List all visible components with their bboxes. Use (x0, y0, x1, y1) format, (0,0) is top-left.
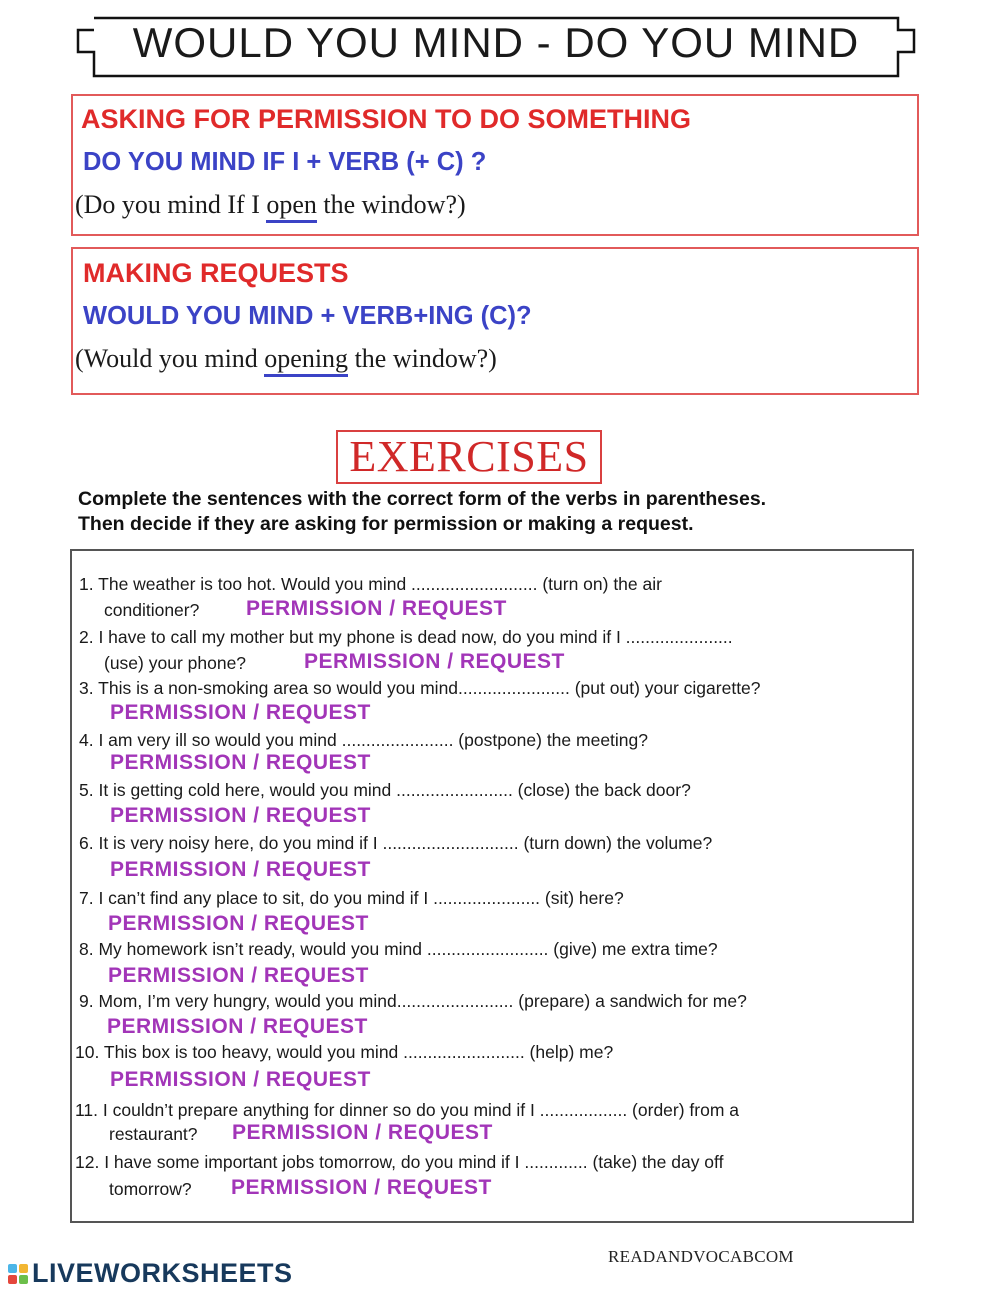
permission-formula: DO YOU MIND IF I + VERB (+ C) ? (83, 148, 487, 176)
exercise-7-options[interactable]: PERMISSION / REQUEST (108, 912, 369, 935)
exercise-7-text: 7. I can’t find any place to sit, do you mind if I ...................... (sit) here? (79, 888, 624, 908)
exercise-1-options[interactable]: PERMISSION / REQUEST (246, 597, 507, 620)
exercise-11-text-cont: restaurant? (109, 1124, 198, 1144)
title-banner (74, 14, 918, 82)
exercises-title: EXERCISES (336, 430, 602, 484)
example-verb: open (266, 190, 317, 223)
exercise-12-text: 12. I have some important jobs tomorrow, do you mind if I ............. (take) the day off (75, 1152, 724, 1172)
request-formula: WOULD YOU MIND + VERB+ING (C)? (83, 302, 532, 330)
page-title: WOULD YOU MIND - DO YOU MIND (132, 19, 860, 66)
example-text-before: (Would you mind (75, 344, 265, 373)
example-text-before: (Do you mind If I (75, 190, 267, 219)
exercise-9-text: 9. Mom, I’m very hungry, would you mind........................ (prepare) a sandwich for me? (79, 991, 747, 1011)
request-heading: MAKING REQUESTS (83, 258, 349, 288)
logo-text: LIVEWORKSHEETS (32, 1258, 293, 1288)
permission-example (75, 190, 466, 220)
exercise-box (70, 549, 914, 1223)
exercise-4-text: 4. I am very ill so would you mind ....................... (postpone) the meeting? (79, 730, 648, 750)
exercise-1-text: 1. The weather is too hot. Would you mind .......................... (turn on) the air (79, 574, 662, 594)
exercise-10-options[interactable]: PERMISSION / REQUEST (110, 1068, 371, 1091)
exercise-8-text: 8. My homework isn’t ready, would you mind ......................... (give) me extra time? (79, 939, 718, 959)
permission-box (71, 94, 919, 236)
exercise-10-text: 10. This box is too heavy, would you mind ......................... (help) me? (75, 1042, 614, 1062)
request-box (71, 247, 919, 395)
exercise-12-options[interactable]: PERMISSION / REQUEST (231, 1176, 492, 1199)
exercise-5-text: 5. It is getting cold here, would you mind ........................ (close) the back door? (79, 780, 691, 800)
exercise-3-options[interactable]: PERMISSION / REQUEST (110, 701, 371, 724)
request-example (75, 344, 497, 374)
exercise-2-text-cont: (use) your phone? (104, 653, 247, 673)
exercise-6-options[interactable]: PERMISSION / REQUEST (110, 858, 371, 881)
exercise-12-text-cont: tomorrow? (109, 1179, 192, 1199)
logo-grid-icon (8, 1264, 28, 1284)
exercise-1-text-cont: conditioner? (104, 600, 200, 620)
instruction-line-1: Complete the sentences with the correct form of the verbs in parentheses. (78, 488, 767, 510)
exercise-4-options[interactable]: PERMISSION / REQUEST (110, 751, 371, 774)
exercise-6-text: 6. It is very noisy here, do you mind if I ............................ (turn down) the volume? (79, 833, 713, 853)
example-text-after: the window?) (348, 344, 497, 373)
exercise-11-text: 11. I couldn’t prepare anything for dinner so do you mind if I .................. (order) from a (75, 1100, 740, 1120)
exercise-9-options[interactable]: PERMISSION / REQUEST (107, 1015, 368, 1038)
exercise-2-text: 2. I have to call my mother but my phone is dead now, do you mind if I ...................... (79, 627, 733, 647)
example-text-after: the window?) (316, 190, 466, 219)
permission-heading: ASKING FOR PERMISSION TO DO SOMETHING (81, 104, 692, 134)
example-verb: opening (264, 344, 348, 377)
instruction-line-2: Then decide if they are asking for permission or making a request. (78, 513, 694, 535)
source-credit: READANDVOCABCOM (608, 1247, 794, 1266)
exercise-5-options[interactable]: PERMISSION / REQUEST (110, 804, 371, 827)
exercise-11-options[interactable]: PERMISSION / REQUEST (232, 1121, 493, 1144)
exercise-2-options[interactable]: PERMISSION / REQUEST (304, 650, 565, 673)
exercise-3-text: 3. This is a non-smoking area so would you mind....................... (put out) your cigarette? (79, 678, 761, 698)
exercise-8-options[interactable]: PERMISSION / REQUEST (108, 964, 369, 987)
